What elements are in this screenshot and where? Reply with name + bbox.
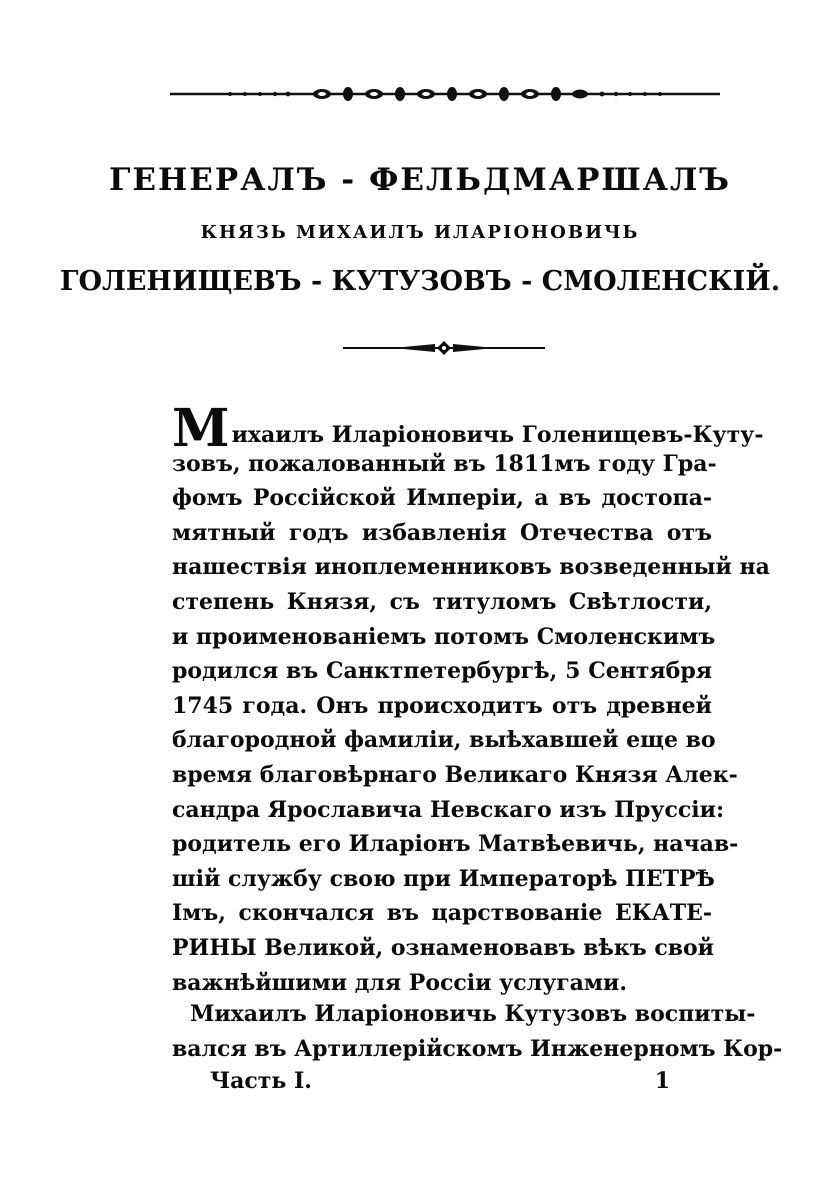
title-surname: ГОЛЕНИЩЕВЪ - КУТУЗОВЪ - СМОЛЕНСКІЙ.	[59, 266, 781, 297]
text-line: Михаилъ Иларіоновичь Голенищевъ-Куту-	[172, 398, 764, 459]
text-line: 1745 года. Онъ происходитъ отъ древней	[172, 692, 712, 719]
title-name: КНЯЗЬ МИХАИЛЪ ИЛАРІОНОВИЧЬ	[200, 222, 640, 243]
signature-mark: Часть I.	[210, 1068, 312, 1094]
text-line: фомъ Россійской Имперіи, а въ достопа-	[172, 485, 712, 512]
text-line: родился въ Санктпетербургѣ, 5 Сентября	[172, 658, 712, 685]
drop-cap: М	[172, 398, 230, 459]
text-line: родитель его Иларіонъ Матвѣевичь, начав-	[172, 831, 739, 858]
text-line: мятный годъ избавленія Отечества отъ	[172, 519, 712, 546]
text-line: Михаилъ Иларіоновичь Кутузовъ воспиты-	[190, 1001, 756, 1027]
text-line: нашествія иноплеменниковъ возведенный на	[172, 554, 770, 581]
text-line: сандра Ярославича Невскаго изъ Пруссіи:	[172, 796, 725, 823]
text-line: вался въ Артиллерійскомъ Инженерномъ Кор-	[172, 1035, 783, 1062]
text-line: важнѣйшими для Россіи услугами.	[172, 969, 628, 996]
top-ornament	[170, 83, 720, 105]
middle-ornament	[343, 339, 545, 357]
text-line: степень Князя, съ титуломъ Свѣтлости,	[172, 588, 712, 615]
text-line: и проименованіемъ потомъ Смоленскимъ	[172, 623, 716, 650]
text-line: благородной фамиліи, выѣхавшей еще во	[172, 727, 716, 754]
text-line: РИНЫ Великой, ознаменовавъ вѣкъ свой	[172, 934, 714, 961]
text-line: Iмъ, скончался въ царствованіе ЕКАТЕ-	[172, 900, 712, 927]
page-footer	[210, 1068, 670, 1102]
sheet-number: 1	[654, 1068, 670, 1094]
paragraph-education	[172, 997, 783, 1066]
text-line: время благовѣрнаго Великаго Князя Алек-	[172, 761, 738, 788]
text-line: шій службу свою при Императорѣ ПЕТРѢ	[172, 865, 715, 892]
paragraph-biography	[172, 398, 770, 1000]
title-rank: ГЕНЕРАЛЪ - ФЕЛЬДМАРШАЛЪ	[108, 162, 732, 198]
text-line: зовъ, пожалованный въ 1811мъ году Гра-	[172, 450, 717, 477]
